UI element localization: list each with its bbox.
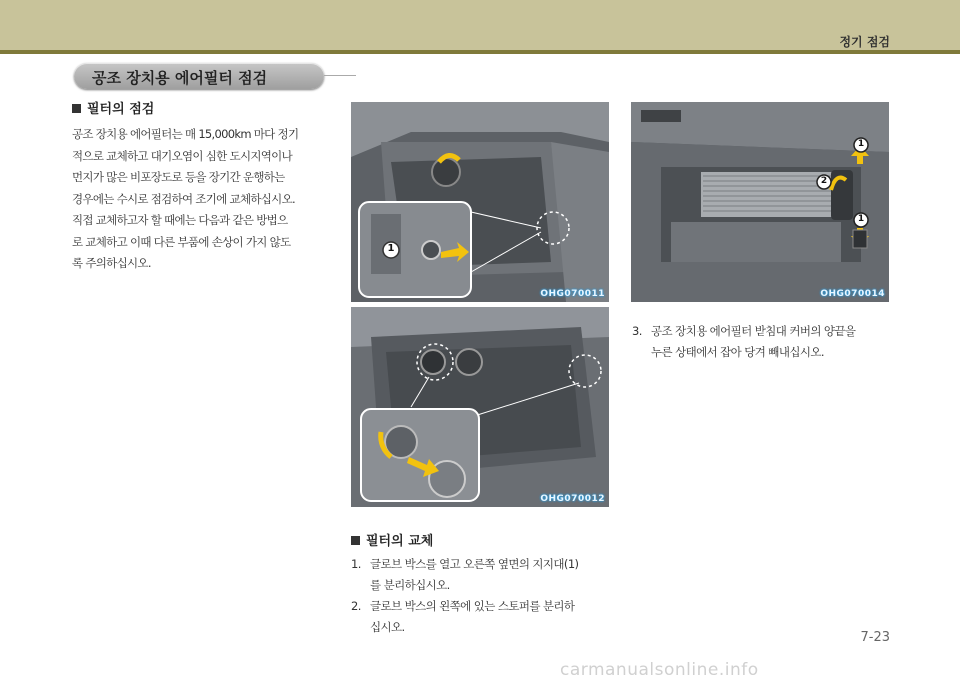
section-title: 공조 장치용 에어필터 점검 xyxy=(92,69,268,87)
replacement-heading: 필터의 교체 xyxy=(351,530,433,549)
figure-code: OHG070011 xyxy=(540,289,605,299)
watermark: carmanualsonline.info xyxy=(560,660,759,680)
callout-1: 1 xyxy=(387,243,395,254)
callout-2: 2 xyxy=(820,176,828,186)
header-band xyxy=(0,0,960,50)
figure-filter-cover xyxy=(631,102,889,302)
header-rule xyxy=(0,50,960,54)
inspection-paragraph: 공조 장치용 에어필터는 매 15,000km 마다 정기 적으로 교체하고 대기오염이 심한 도시지역이나 먼지가 많은 비포장도로 등을 장기간 운행하는 경우에는 수시로 점검하여 조기에 교체하십시오. 직접 교체하고자 할 때에는 다음과 같은 방법으 로 교체하고 이때 다른 부품에 손상이 가지 않도 록 주의하십시오. xyxy=(72,127,299,270)
step-2: 2. 글로브 박스의 왼쪽에 있는 스토퍼를 분리하 십시오. xyxy=(351,599,575,634)
page-number: 7-23 xyxy=(860,630,890,645)
figure-code: OHG070014 xyxy=(820,289,885,299)
figure-glovebox-stopper xyxy=(351,307,609,507)
square-bullet-icon xyxy=(72,104,81,113)
glovebox-stopper-illustration xyxy=(351,307,609,507)
square-bullet-icon xyxy=(351,536,360,545)
callout-1-bottom: 1 xyxy=(857,214,865,224)
figure-code: OHG070012 xyxy=(540,494,605,504)
figure-glovebox-support xyxy=(351,102,609,302)
section-banner xyxy=(74,63,324,89)
step-3: 3. 공조 장치용 에어필터 받침대 커버의 양끝을 누른 상태에서 잡아 당겨 빼내십시오. xyxy=(632,324,856,359)
chapter-title: 정기 점검 xyxy=(839,35,890,49)
callout-1-top: 1 xyxy=(857,139,865,149)
section-rule xyxy=(324,75,356,76)
step-1: 1. 글로브 박스를 열고 오른쪽 옆면의 지지대(1) 를 분리하십시오. xyxy=(351,557,579,592)
filter-cover-illustration xyxy=(631,102,889,302)
inspection-heading: 필터의 점검 xyxy=(72,98,154,117)
glovebox-support-illustration xyxy=(351,102,609,302)
